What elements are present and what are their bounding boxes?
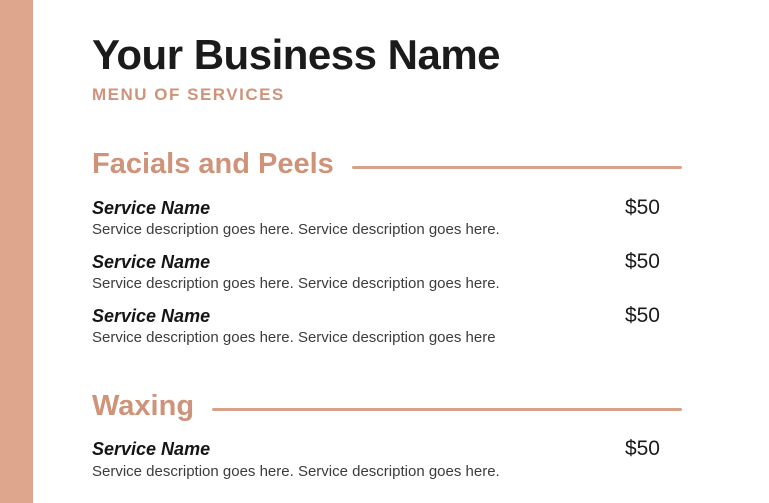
section-divider-line <box>352 166 682 169</box>
section-divider-line <box>212 408 682 411</box>
service-row <box>92 195 682 240</box>
service-name: Service Name <box>92 197 211 218</box>
service-row <box>92 249 682 294</box>
service-description: Service description goes here. Service description goes here. <box>92 274 500 292</box>
service-price: $50 <box>624 249 660 273</box>
service-row-top <box>92 249 682 275</box>
service-name: Service Name <box>92 439 211 460</box>
service-description: Service description goes here. Service description goes here <box>92 328 496 346</box>
section-title: Waxing <box>92 389 195 422</box>
left-accent-bar <box>0 0 33 503</box>
service-description: Service description goes here. Service description goes here. <box>92 462 500 480</box>
menu-of-services-subtitle: MENU OF SERVICES <box>92 85 285 105</box>
service-price: $50 <box>624 195 660 219</box>
section-header <box>92 147 682 182</box>
section-waxing <box>92 389 682 482</box>
service-description: Service description goes here. Service description goes here. <box>92 220 500 238</box>
service-row-top <box>92 303 682 329</box>
section-facials-and-peels <box>92 147 682 348</box>
menu-content <box>92 0 682 481</box>
service-name: Service Name <box>92 305 211 326</box>
section-header <box>92 389 682 424</box>
service-row <box>92 303 682 348</box>
service-price: $50 <box>624 437 660 461</box>
service-name: Service Name <box>92 251 211 272</box>
service-price: $50 <box>624 303 660 327</box>
section-title: Facials and Peels <box>92 147 334 180</box>
service-row <box>92 436 682 481</box>
service-row-top <box>92 436 682 462</box>
business-name-title: Your Business Name <box>92 31 501 78</box>
service-row-top <box>92 195 682 221</box>
